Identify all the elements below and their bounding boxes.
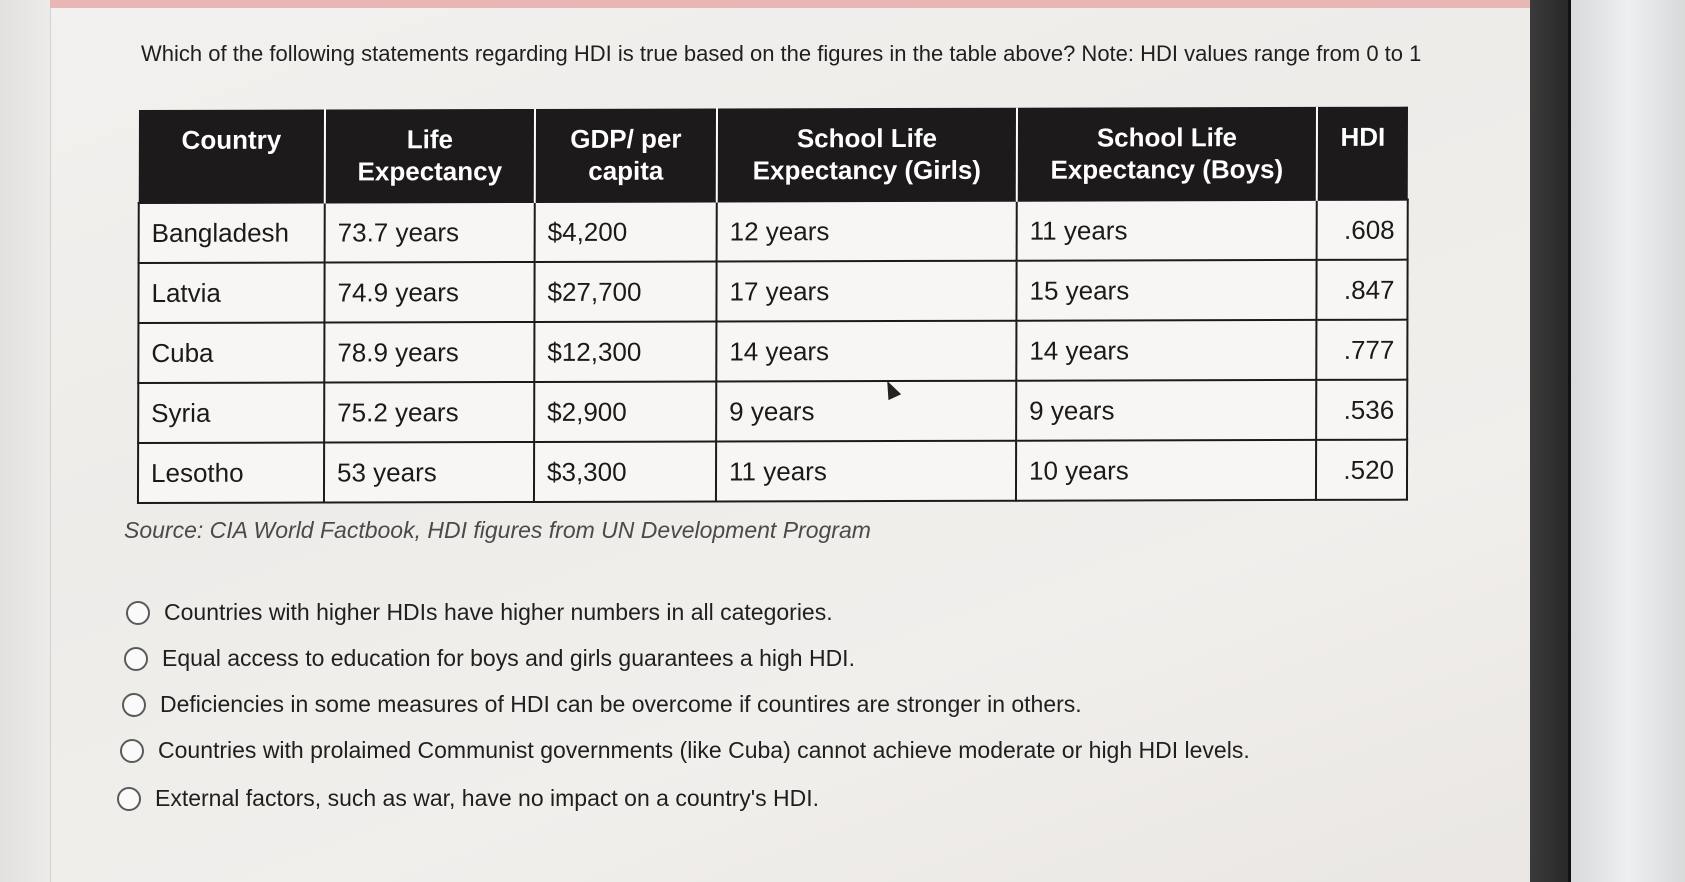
- table-row: [139, 200, 1408, 263]
- table-header-row: [139, 107, 1408, 203]
- cell-life-expectancy: 78.9 years: [324, 322, 534, 383]
- cell-gdp: $4,200: [535, 201, 717, 261]
- radio-button[interactable]: [120, 739, 144, 763]
- radio-button[interactable]: [117, 787, 141, 811]
- cell-hdi: .520: [1316, 440, 1407, 500]
- cell-school-girls: 14 years: [716, 321, 1016, 382]
- cell-hdi: .608: [1317, 200, 1408, 260]
- cell-school-girls: 11 years: [716, 441, 1016, 502]
- cell-country: Bangladesh: [139, 203, 325, 263]
- cell-gdp: $3,300: [534, 441, 716, 501]
- cell-life-expectancy: 75.2 years: [324, 382, 534, 443]
- cell-country: Lesotho: [138, 443, 324, 503]
- cell-country: Cuba: [138, 323, 324, 383]
- option-label: External factors, such as war, have no impact on a country's HDI.: [155, 785, 820, 811]
- option-label: Deficiencies in some measures of HDI can be overcome if countires are stronger in others.: [160, 691, 1082, 717]
- cell-school-boys: 9 years: [1016, 380, 1316, 441]
- option-label: Countries with higher HDIs have higher numbers in all categories.: [164, 599, 833, 625]
- cell-hdi: .777: [1316, 320, 1407, 380]
- cell-school-girls: 17 years: [716, 261, 1016, 322]
- answer-option-2[interactable]: [124, 645, 855, 672]
- table-row: [138, 440, 1407, 503]
- source-caption: Source: CIA World Factbook, HDI figures from UN Development Program: [124, 517, 871, 543]
- header-life-expectancy: Life Expectancy: [325, 109, 535, 203]
- answer-option-5[interactable]: [117, 785, 819, 812]
- radio-button[interactable]: [124, 647, 148, 671]
- cell-school-boys: 14 years: [1016, 320, 1316, 381]
- header-school-boys: School Life Expectancy (Boys): [1017, 107, 1317, 201]
- answer-option-1[interactable]: [126, 599, 833, 626]
- cell-life-expectancy: 73.7 years: [325, 202, 535, 263]
- option-label: Equal access to education for boys and girls guarantees a high HDI.: [162, 645, 855, 671]
- option-label: Countries with prolaimed Communist governments (like Cuba) cannot achieve moderate or high HDI levels.: [158, 737, 1250, 763]
- hdi-table: [137, 107, 1409, 504]
- header-country: Country: [139, 110, 325, 203]
- answer-option-3[interactable]: [122, 691, 1082, 718]
- cell-life-expectancy: 74.9 years: [324, 262, 534, 323]
- left-bezel: [0, 0, 51, 882]
- cell-school-boys: 11 years: [1017, 200, 1317, 261]
- table-row: [138, 380, 1407, 443]
- cell-school-boys: 10 years: [1016, 440, 1316, 501]
- header-gdp: GDP/ per capita: [535, 108, 717, 201]
- cell-school-girls: 9 years: [716, 381, 1016, 442]
- header-school-girls: School Life Expectancy (Girls): [717, 108, 1017, 202]
- header-hdi: HDI: [1317, 107, 1408, 200]
- radio-button[interactable]: [122, 693, 146, 717]
- answer-option-4[interactable]: [120, 737, 1250, 764]
- question-text: Which of the following statements regarding HDI is true based on the figures in the table above? Note: HDI values range from 0 to 1: [141, 41, 1422, 66]
- cell-life-expectancy: 53 years: [324, 442, 534, 503]
- cell-gdp: $2,900: [534, 381, 716, 441]
- cell-school-girls: 12 years: [717, 201, 1017, 262]
- cell-hdi: .536: [1316, 380, 1407, 440]
- cell-hdi: .847: [1316, 260, 1407, 320]
- device-edge: [1568, 0, 1685, 882]
- cell-school-boys: 15 years: [1016, 260, 1316, 321]
- right-bezel: [1530, 0, 1685, 882]
- top-strip: [50, 0, 1530, 8]
- cell-country: Latvia: [138, 263, 324, 323]
- table-row: [138, 320, 1407, 383]
- radio-button[interactable]: [126, 601, 150, 625]
- table-row: [138, 260, 1407, 323]
- cell-gdp: $12,300: [534, 321, 716, 381]
- cell-country: Syria: [138, 383, 324, 443]
- cell-gdp: $27,700: [534, 261, 716, 321]
